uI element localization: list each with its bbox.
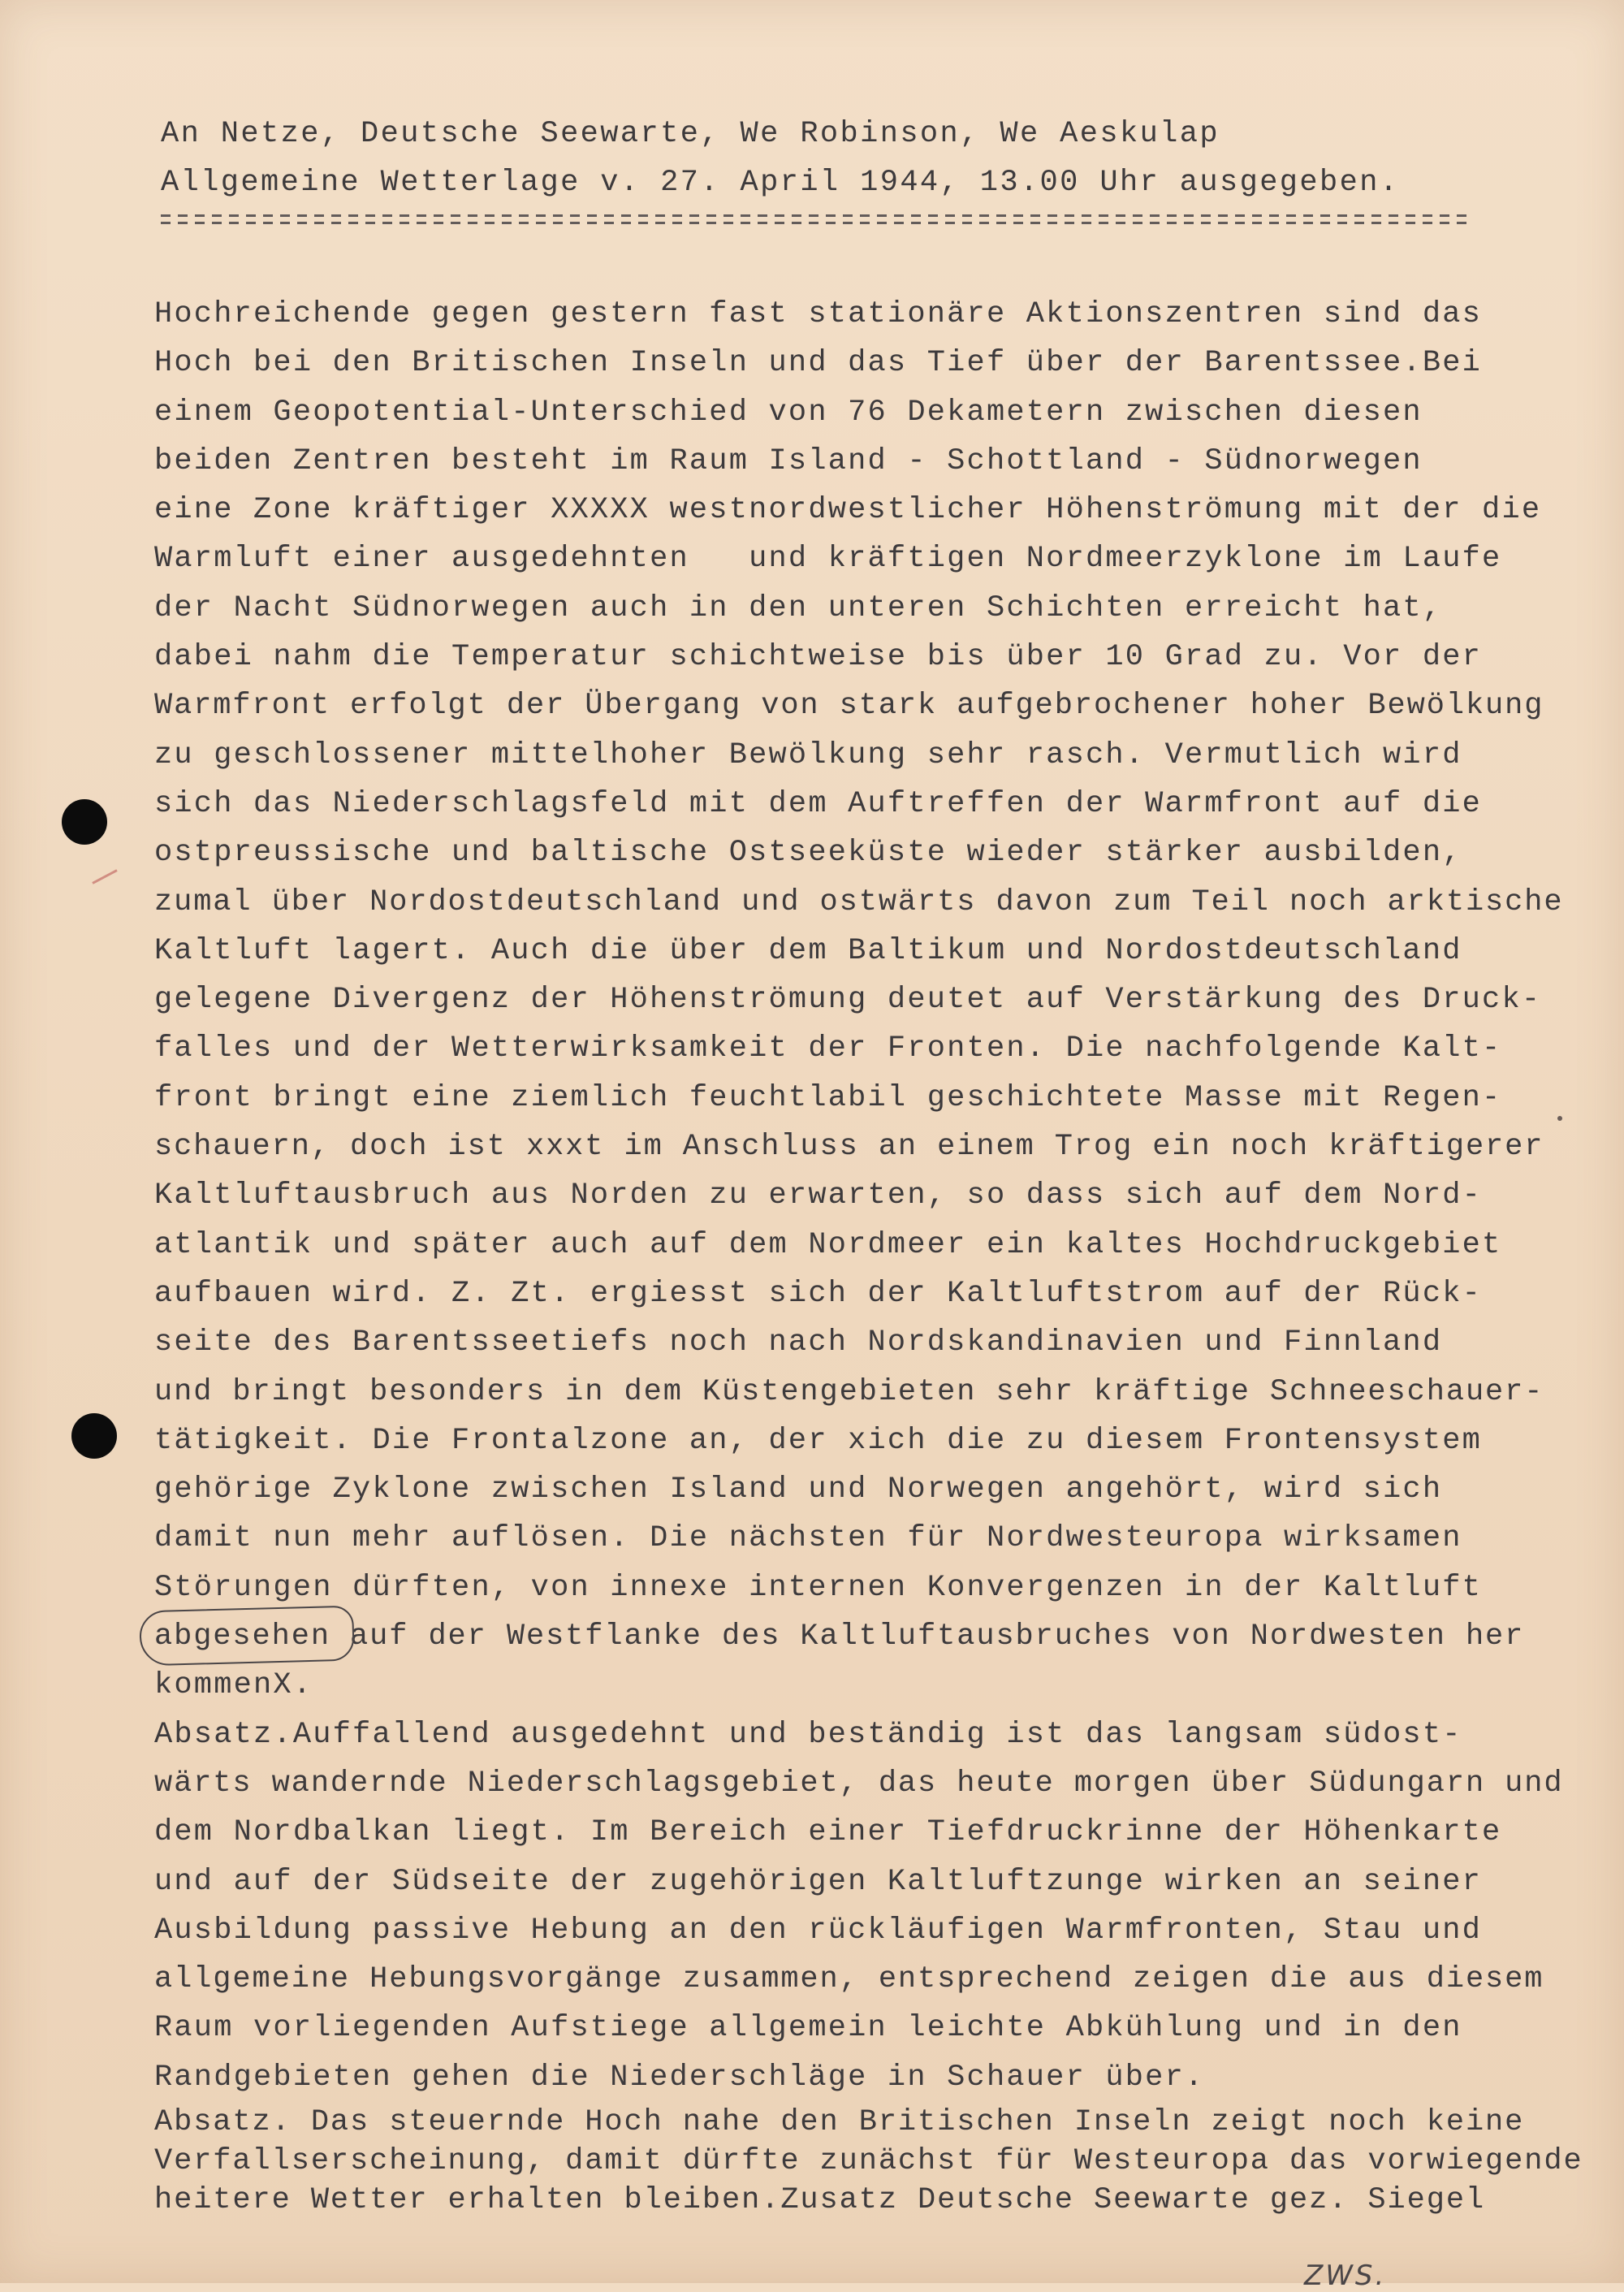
text-line: damit nun mehr auflösen. Die nächsten für Nordwesteuropa wirksamen — [154, 1521, 1462, 1556]
text-line: Randgebieten gehen die Niederschläge in Schauer über. — [154, 2060, 1205, 2095]
text-line: seite des Barentsseetiefs noch nach Nordskandinavien und Finnland — [154, 1325, 1443, 1360]
text-line: und auf der Südseite der zugehörigen Kaltluftzunge wirken an seiner — [154, 1864, 1483, 1899]
text-line: gelegene Divergenz der Höhenströmung deutet auf Verstärkung des Druck- — [154, 983, 1542, 1018]
text-line: zu geschlossener mittelhoher Bewölkung sehr rasch. Vermutlich wird — [154, 737, 1462, 772]
text-line: Warmluft einer ausgedehnten und kräftigen Nordmeerzyklone im Laufe — [154, 542, 1502, 577]
text-line: Raum vorliegenden Aufstiege allgemein leichte Abkühlung und in den — [154, 2011, 1462, 2046]
text-line: kommenX. — [154, 1668, 313, 1703]
text-line: allgemeine Hebungsvorgänge zusammen, entsprechend zeigen die aus diesem — [154, 1962, 1544, 1997]
text-line: aufbauen wird. Z. Zt. ergiesst sich der Kaltluftstrom auf der Rück- — [154, 1276, 1483, 1311]
text-line: Absatz. Das steuernde Hoch nahe den Britischen Inseln zeigt noch keine — [154, 2104, 1525, 2139]
text-line: dabei nahm die Temperatur schichtweise bis über 10 Grad zu. Vor der — [154, 640, 1483, 675]
punch-hole-lower — [71, 1413, 117, 1459]
text-line: wärts wandernde Niederschlagsgebiet, das heute morgen über Südungarn und — [154, 1766, 1564, 1801]
text-line: heitere Wetter erhalten bleiben.Zusatz Deutsche Seewarte gez. Siegel — [154, 2182, 1486, 2217]
punch-hole-upper — [62, 799, 107, 845]
text-line: eine Zone kräftiger XXXXX westnordwestlicher Höhenströmung mit der die — [154, 493, 1542, 528]
text-line: Kaltluftausbruch aus Norden zu erwarten, so dass sich auf dem Nord- — [154, 1178, 1483, 1213]
text-line: Kaltluft lagert. Auch die über dem Baltikum und Nordostdeutschland — [154, 933, 1462, 968]
text-line: Hochreichende gegen gestern fast stationäre Aktionszentren sind das — [154, 297, 1483, 331]
text-line: Störungen dürften, von innexe internen Konvergenzen in der Kaltluft — [154, 1570, 1483, 1605]
text-line: Ausbildung passive Hebung an den rückläufigen Warmfronten, Stau und — [154, 1913, 1483, 1948]
text-line: schauern, doch ist xxxt im Anschluss an einem Trog ein noch kräftigerer — [154, 1130, 1544, 1165]
header-recipients: An Netze, Deutsche Seewarte, We Robinson, We Aeskulap — [161, 117, 1220, 151]
text-line: dem Nordbalkan liegt. Im Bereich einer Tiefdruckrinne der Höhenkarte — [154, 1815, 1502, 1850]
double-rule-divider — [161, 214, 1473, 232]
text-line: Hoch bei den Britischen Inseln und das Tief über der Barentssee.Bei — [154, 346, 1483, 381]
red-pencil-mark — [92, 869, 117, 884]
text-line: ostpreussische und baltische Ostseeküste wieder stärker ausbilden, — [154, 836, 1462, 871]
text-line: beiden Zentren besteht im Raum Island - Schottland - Südnorwegen — [154, 443, 1423, 478]
text-line: und bringt besonders in dem Küstengebieten sehr kräftige Schneeschauer- — [154, 1374, 1544, 1409]
text-line: front bringt eine ziemlich feuchtlabil geschichtete Masse mit Regen- — [154, 1080, 1502, 1115]
text-line: der Nacht Südnorwegen auch in den unteren Schichten erreicht hat, — [154, 590, 1443, 625]
text-line: abgesehen auf der Westflanke des Kaltluftausbruches von Nordwesten her — [154, 1620, 1525, 1654]
handwritten-circle-annotation — [139, 1606, 355, 1667]
text-line: Absatz.Auffallend ausgedehnt und beständig ist das langsam südost- — [154, 1717, 1462, 1752]
report-body — [154, 292, 1583, 2221]
header-title: Allgemeine Wetterlage v. 27. April 1944, 13.00 Uhr ausgegeben. — [161, 166, 1400, 200]
text-line: zumal über Nordostdeutschland und ostwärts davon zum Teil noch arktische — [154, 884, 1564, 919]
text-line: atlantik und später auch auf dem Nordmeer ein kaltes Hochdruckgebiet — [154, 1227, 1502, 1262]
text-line: Verfallserscheinung, damit dürfte zunächst für Westeuropa das vorwiegende — [154, 2143, 1583, 2178]
text-line: Warmfront erfolgt der Übergang von stark aufgebrochener hoher Bewölkung — [154, 689, 1544, 724]
handwritten-initials: ZWS. — [1304, 2260, 1387, 2292]
text-line: falles und der Wetterwirksamkeit der Fronten. Die nachfolgende Kalt- — [154, 1031, 1502, 1066]
document-header — [161, 114, 1399, 211]
text-line: tätigkeit. Die Frontalzone an, der xich die zu diesem Frontensystem — [154, 1423, 1483, 1458]
text-line: gehörige Zyklone zwischen Island und Norwegen angehört, wird sich — [154, 1473, 1443, 1507]
text-line: sich das Niederschlagsfeld mit dem Auftreffen der Warmfront auf die — [154, 786, 1483, 821]
text-line: einem Geopotential-Unterschied von 76 Dekametern zwischen diesen — [154, 395, 1423, 430]
